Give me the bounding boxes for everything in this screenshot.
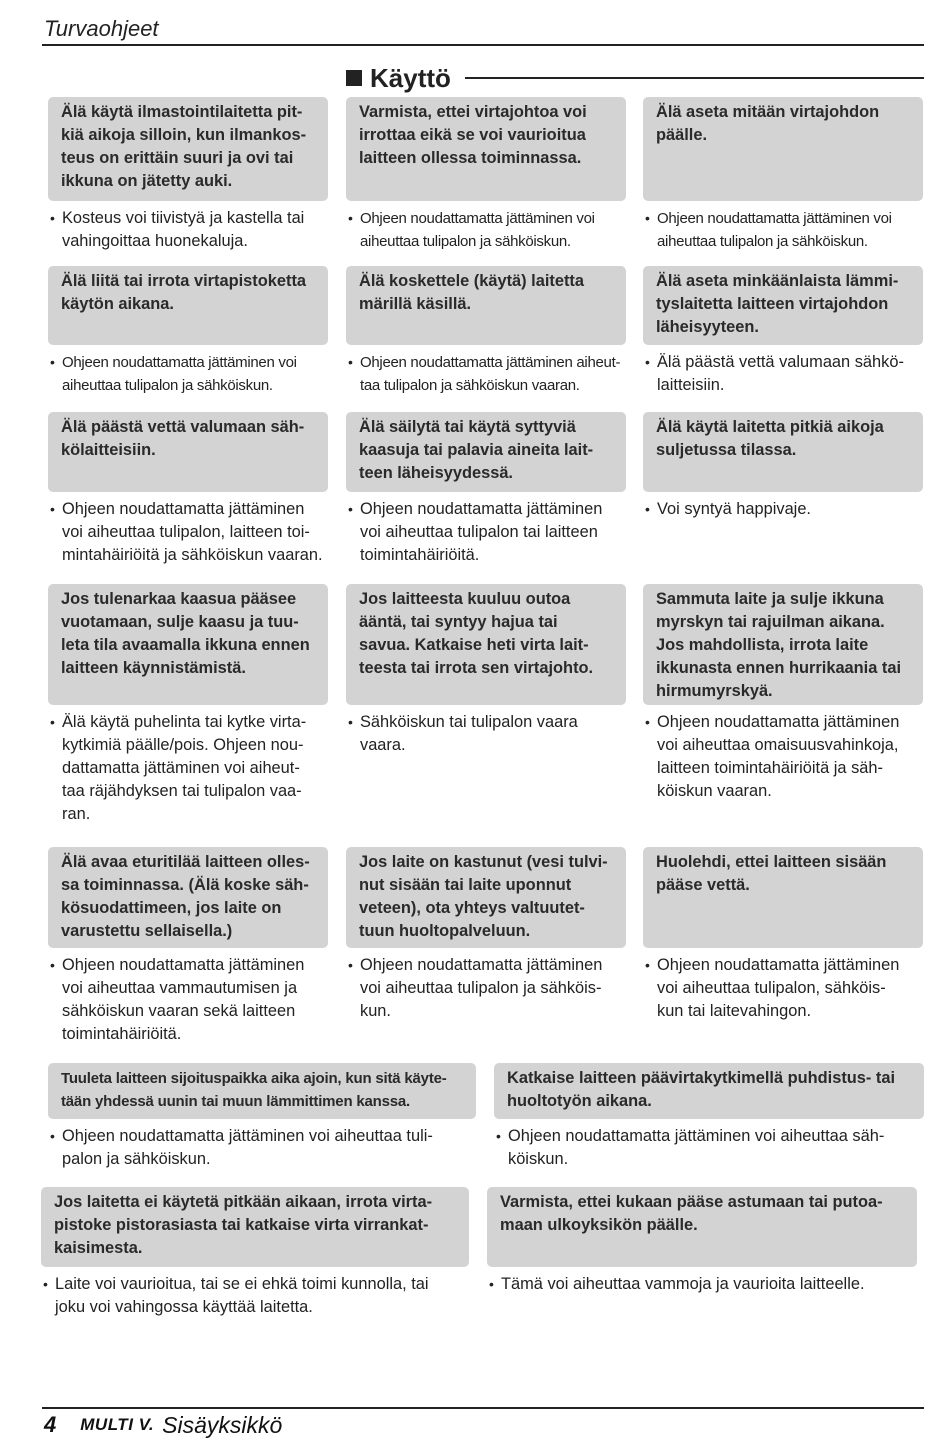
- bullet-icon: •: [489, 1276, 494, 1292]
- note-item: [346, 207, 626, 253]
- warning-box: [643, 266, 923, 345]
- bullet-icon: •: [348, 210, 353, 226]
- warning-box: [346, 584, 626, 705]
- warning-text: Tuuleta laitteen sijoituspaikka aika ajoin, kun sitä käyte- tään yhdessä uunin tai muun lämmittimen kanssa.: [61, 1070, 447, 1110]
- note-item: [48, 207, 328, 253]
- safety-card: [48, 97, 328, 253]
- warning-text: Älä päästä vettä valumaan säh- kölaitteisiin.: [61, 418, 305, 459]
- warning-box: [346, 97, 626, 201]
- note-item: [41, 1273, 469, 1319]
- warning-box: [48, 97, 328, 201]
- bullet-icon: •: [348, 957, 353, 973]
- note-item: [643, 498, 923, 521]
- bullet-icon: •: [50, 354, 55, 370]
- note-text: Ohjeen noudattamatta jättäminen voi aiheuttaa tulipalon, sähköis- kun tai laitevahingon.: [657, 956, 900, 1020]
- bullet-icon: •: [348, 714, 353, 730]
- page-number: 4: [44, 1412, 57, 1437]
- note-item: [643, 954, 923, 1023]
- warning-box: [643, 847, 923, 948]
- warning-text: Älä aseta mitään virtajohdon päälle.: [656, 103, 880, 144]
- warning-text: Jos laitetta ei käytetä pitkään aikaan, irrota virta- pistoke pistorasiasta tai katkaise virta virrankat- kaisimesta.: [54, 1193, 433, 1257]
- note-text: Ohjeen noudattamatta jättäminen voi aiheuttaa vammautumisen ja sähköiskun vaaran sekä laitteen toimintahäiriöitä.: [62, 956, 305, 1043]
- section-rule: [465, 77, 924, 79]
- note-item: [346, 711, 626, 757]
- bullet-icon: •: [645, 210, 650, 226]
- warning-text: Älä käytä laitetta pitkiä aikoja suljetussa tilassa.: [656, 418, 884, 459]
- safety-card: [48, 412, 328, 567]
- bullet-icon: •: [50, 210, 55, 226]
- warning-box: [48, 1063, 476, 1119]
- safety-card: [346, 847, 626, 1023]
- warning-text: Varmista, ettei virtajohtoa voi irrottaa eikä se voi vaurioitua laitteen ollessa toiminnassa.: [359, 103, 587, 167]
- warning-box: [643, 97, 923, 201]
- safety-card: [48, 266, 328, 397]
- bullet-icon: •: [50, 1128, 55, 1144]
- section-title: Käyttö: [370, 62, 451, 93]
- warning-text: Katkaise laitteen päävirtakytkimellä puhdistus- tai huoltotyön aikana.: [507, 1069, 896, 1110]
- bullet-icon: •: [645, 501, 650, 517]
- footer-rule: [42, 1407, 924, 1409]
- safety-card: [643, 412, 923, 521]
- safety-card: [643, 584, 923, 803]
- bullet-icon: •: [496, 1128, 501, 1144]
- warning-text: Älä säilytä tai käytä syttyviä kaasuja tai palavia aineita lait- teen läheisyydessä.: [359, 418, 594, 482]
- footer-subtitle: Sisäyksikkö: [162, 1411, 283, 1438]
- note-text: Voi syntyä happivaje.: [657, 500, 811, 518]
- header-rule: [42, 44, 924, 46]
- warning-text: Jos laite on kastunut (vesi tulvi- nut sisään tai laite uponnut veteen), ota yhteys valtuutet- tuun huoltopalveluun.: [359, 853, 608, 940]
- bullet-icon: •: [50, 714, 55, 730]
- brand-logo: MULTI V.: [80, 1415, 155, 1434]
- bullet-icon: •: [50, 957, 55, 973]
- section-square-icon: [346, 70, 362, 86]
- note-item: [346, 351, 626, 397]
- warning-box: [346, 847, 626, 948]
- safety-card: [643, 97, 923, 253]
- warning-text: Jos tulenarkaa kaasua pääsee vuotamaan, sulje kaasu ja tuu- leta tila avaamalla ikkuna ennen laitteen käynnistämistä.: [61, 590, 310, 677]
- note-item: [48, 498, 328, 567]
- warning-box: [346, 266, 626, 345]
- note-item: [494, 1125, 924, 1171]
- warning-box: [48, 266, 328, 345]
- warning-box: [643, 584, 923, 705]
- warning-text: Älä avaa eturitilää laitteen olles- sa toiminnassa. (Älä koske säh- kösuodattimeen, jos laite on varustettu sellaisella.): [61, 853, 310, 940]
- safety-card: [346, 97, 626, 253]
- bullet-icon: •: [645, 714, 650, 730]
- note-text: Ohjeen noudattamatta jättäminen voi aiheuttaa tulipalon ja sähköis- kun.: [360, 956, 603, 1020]
- safety-card: [48, 847, 328, 1046]
- warning-box: [487, 1187, 917, 1267]
- safety-card: [346, 266, 626, 397]
- note-text: Älä päästä vettä valumaan sähkö- laitteisiin.: [657, 353, 904, 394]
- section-heading: [346, 60, 924, 96]
- bullet-icon: •: [348, 354, 353, 370]
- note-item: [48, 954, 328, 1046]
- note-text: Ohjeen noudattamatta jättäminen voi aiheuttaa omaisuusvahinkoja, laitteen toimintahäiriöitä ja säh- köiskun vaaran.: [657, 713, 900, 800]
- warning-box: [48, 584, 328, 705]
- note-text: Älä käytä puhelinta tai kytke virta- kytkimiä päälle/pois. Ohjeen nou- dattamatta jättäminen voi aiheut- taa räjähdyksen tai tulipalon vaa- ran.: [62, 713, 307, 823]
- note-text: Ohjeen noudattamatta jättäminen voi aiheuttaa tulipalon, laitteen toi- mintahäiriöitä ja sähköiskun vaaran.: [62, 500, 323, 564]
- note-item: [48, 1125, 476, 1171]
- warning-box: [48, 847, 328, 948]
- safety-card: [643, 266, 923, 397]
- warning-text: Sammuta laite ja sulje ikkuna myrskyn tai rajuilman aikana. Jos mahdollista, irrota laite ikkunasta ennen hurrikaania tai hirmumyrskyä.: [656, 590, 902, 700]
- bullet-icon: •: [50, 501, 55, 517]
- safety-card: [494, 1063, 924, 1171]
- warning-text: Älä käytä ilmastointilaitetta pit- kiä aikoja silloin, kun ilmankos- teus on erittäin suuri ja ovi tai ikkuna on jätetty auki.: [61, 103, 307, 190]
- warning-text: Älä aseta minkäänlaista lämmi- tyslaitetta laitteen virtajohdon läheisyyteen.: [656, 272, 899, 336]
- warning-box: [643, 412, 923, 492]
- note-item: [48, 351, 328, 397]
- note-item: [346, 498, 626, 567]
- note-text: Ohjeen noudattamatta jättäminen voi aiheuttaa tulipalon ja sähköiskun.: [62, 354, 297, 394]
- note-text: Kosteus voi tiivistyä ja kastella tai vahingoittaa huonekaluja.: [62, 209, 305, 250]
- safety-card: [487, 1187, 917, 1296]
- note-item: [643, 711, 923, 803]
- warning-box: [494, 1063, 924, 1119]
- note-text: Laite voi vaurioitua, tai se ei ehkä toimi kunnolla, tai joku voi vahingossa käyttää laitetta.: [55, 1275, 429, 1316]
- page-header-title: Turvaohjeet: [44, 16, 159, 41]
- note-item: [643, 351, 923, 397]
- safety-card: [48, 1063, 476, 1171]
- safety-card: [41, 1187, 469, 1319]
- note-item: [48, 711, 328, 826]
- note-text: Ohjeen noudattamatta jättäminen voi aiheuttaa tuli- palon ja sähköiskun.: [62, 1127, 433, 1168]
- note-item: [643, 207, 923, 253]
- note-text: Ohjeen noudattamatta jättäminen voi aiheuttaa tulipalon ja sähköiskun.: [360, 210, 595, 250]
- note-text: Ohjeen noudattamatta jättäminen voi aiheuttaa tulipalon tai laitteen toimintahäiriöitä.: [360, 500, 603, 564]
- safety-card: [346, 412, 626, 567]
- bullet-icon: •: [348, 501, 353, 517]
- safety-card: [48, 584, 328, 826]
- warning-box: [346, 412, 626, 492]
- warning-box: [41, 1187, 469, 1267]
- safety-card: [643, 847, 923, 1023]
- bullet-icon: •: [645, 957, 650, 973]
- note-text: Tämä voi aiheuttaa vammoja ja vaurioita laitteelle.: [501, 1275, 865, 1293]
- bullet-icon: •: [645, 354, 650, 370]
- note-text: Ohjeen noudattamatta jättäminen aiheut- taa tulipalon ja sähköiskun vaaran.: [360, 354, 621, 394]
- warning-text: Huolehdi, ettei laitteen sisään pääse vettä.: [656, 853, 887, 894]
- warning-text: Varmista, ettei kukaan pääse astumaan tai putoa- maan ulkoyksikön päälle.: [500, 1193, 883, 1234]
- bullet-icon: •: [43, 1276, 48, 1292]
- warning-text: Älä liitä tai irrota virtapistoketta käytön aikana.: [61, 272, 307, 313]
- note-text: Sähköiskun tai tulipalon vaara vaara.: [360, 713, 578, 754]
- note-text: Ohjeen noudattamatta jättäminen voi aiheuttaa säh- köiskun.: [508, 1127, 885, 1168]
- note-text: Ohjeen noudattamatta jättäminen voi aiheuttaa tulipalon ja sähköiskun.: [657, 210, 892, 250]
- warning-box: [48, 412, 328, 492]
- warning-text: Jos laitteesta kuuluu outoa ääntä, tai syntyy hajua tai savua. Katkaise heti virta lait- teesta tai irrota sen virtajohto.: [359, 590, 594, 677]
- note-item: [346, 954, 626, 1023]
- safety-card: [346, 584, 626, 757]
- page-footer: [44, 1412, 282, 1438]
- warning-text: Älä koskettele (käytä) laitetta märillä käsillä.: [359, 272, 585, 313]
- note-item: [487, 1273, 917, 1296]
